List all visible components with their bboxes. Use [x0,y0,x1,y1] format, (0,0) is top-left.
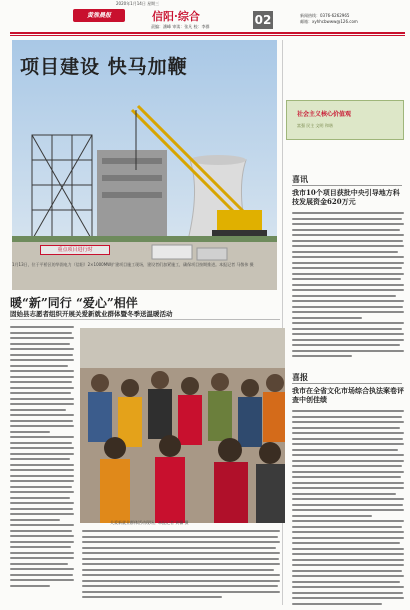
banner-subtitle: 富强 民主 文明 和谐 [297,123,333,128]
newspaper-logo: 黄淮晨报 [73,9,125,22]
photo-tag: 重点项目进行时 [40,245,110,255]
photo-caption: 1月13日，位于平桥区的华润电力（信阳）2×1000MW扩建项目施工现场，建设者们加紧施工，确保项目按期推进。本报记者 马敬伟 摄 [12,262,254,267]
article-subtitle: 固始县志愿者组织开展关爱新就业群体暨冬季送温暖活动 [10,310,173,318]
news-body-text [292,410,404,608]
article-rule [10,319,280,320]
kicker-honor: 喜报 [292,372,308,382]
photo-caption: 关爱新就业群体活动现场。本报记者 黄馨 摄 [110,520,189,525]
volunteer-event-photo [80,328,285,523]
article-body-text [82,530,280,602]
article-body-text [10,326,74,590]
header-rule [10,32,405,34]
banner-title: 社会主义核心价值观 [297,111,352,118]
section-title: 信阳·综合 [152,10,200,23]
news-headline: 我市10个项目获批中央引导地方科技发展资金620万元 [292,188,400,206]
news-headline: 我市在全省文化市场综合执法案卷评查中创佳绩 [292,386,404,404]
article-title: 暖“新”同行 “爱心”相伴 [10,296,138,310]
date-line: 2020年1月14日 星期三 [116,1,160,6]
header-rule-thin [10,35,405,36]
photo-headline: 项目建设 快马加鞭 [20,56,188,78]
crowd-illustration [80,328,285,523]
hotline-email: 邮箱：xyhhcbwww@126.com [300,19,358,24]
core-values-banner [286,100,404,140]
main-photo [12,40,277,290]
page-number: 02 [254,13,272,27]
kicker-good-news: 喜讯 [292,174,308,184]
news-body-text [292,212,404,361]
hotline-phone: 新闻热线：0376-6262965 [300,13,350,18]
section-editors: 责编：潘峰 审读：张凡 校：李群 [151,24,210,29]
kicker-rule [292,383,402,384]
hotline [300,13,358,25]
kicker-rule [292,185,402,186]
